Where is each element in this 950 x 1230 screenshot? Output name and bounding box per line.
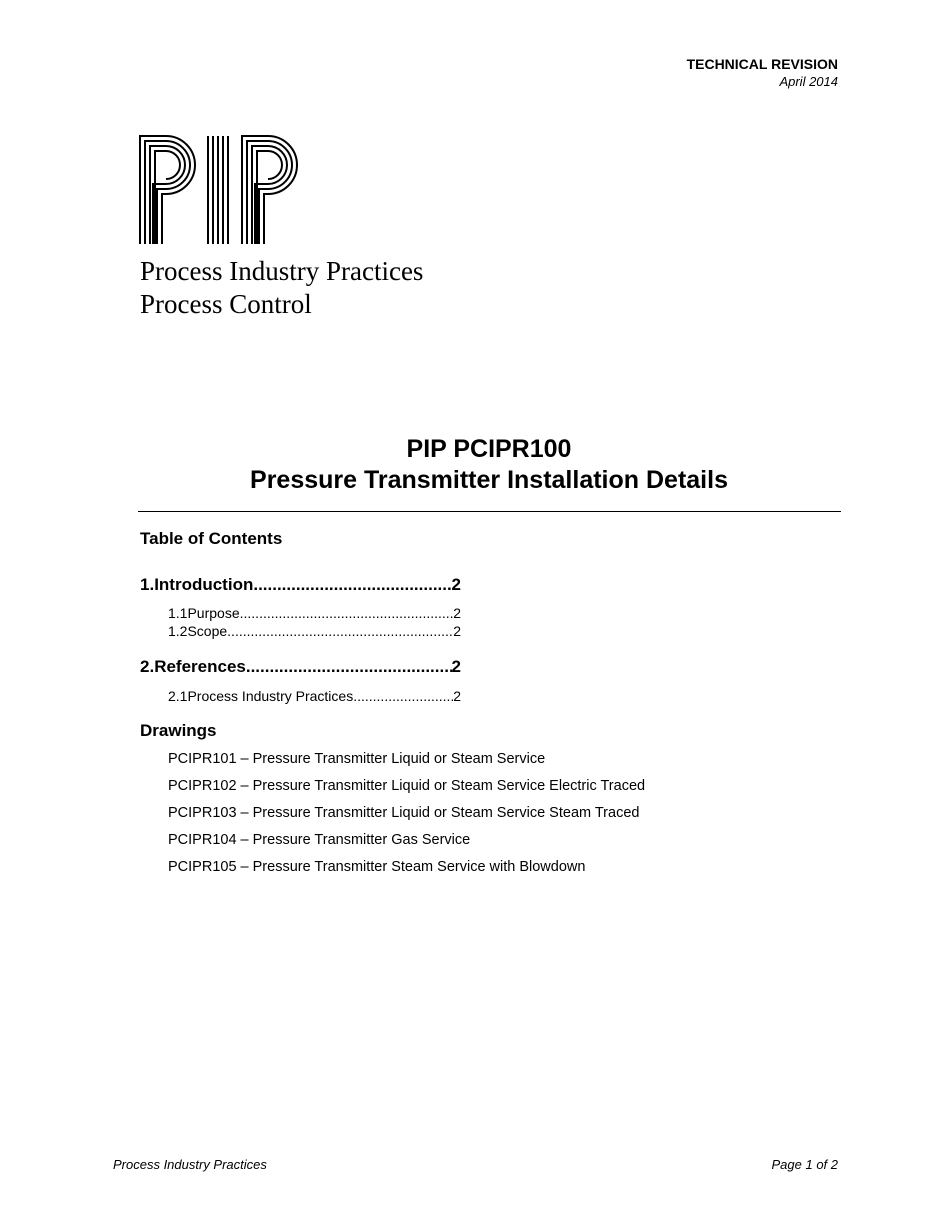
toc-section-references[interactable] xyxy=(140,657,461,677)
drawing-item[interactable]: PCIPR104 – Pressure Transmitter Gas Service xyxy=(168,832,471,848)
toc-page-number: 2 xyxy=(451,657,461,676)
toc-page-number: 2 xyxy=(453,623,461,639)
toc-page-number: 2 xyxy=(451,575,461,594)
title-divider xyxy=(138,511,841,512)
toc-section-introduction[interactable] xyxy=(140,575,461,595)
toc-leader xyxy=(253,575,451,595)
drawing-item[interactable]: PCIPR105 – Pressure Transmitter Steam Service with Blowdown xyxy=(168,859,586,875)
document-id: PIP PCIPR100 xyxy=(406,435,572,463)
toc-subsection-scope[interactable] xyxy=(168,623,461,639)
pip-logo-icon xyxy=(138,134,302,244)
toc-leader xyxy=(353,688,453,704)
toc-subsection-title: Scope xyxy=(187,623,228,639)
toc-subsection-purpose[interactable] xyxy=(168,605,461,621)
drawing-item[interactable]: PCIPR102 – Pressure Transmitter Liquid or Steam Service Electric Traced xyxy=(168,778,646,794)
drawing-item[interactable]: PCIPR101 – Pressure Transmitter Liquid or Steam Service xyxy=(168,751,546,767)
toc-subsection-title: Process Industry Practices xyxy=(187,688,354,704)
toc-leader xyxy=(240,605,454,621)
revision-date: April 2014 xyxy=(779,74,838,89)
toc-subsection-process-industry-practices[interactable] xyxy=(168,688,461,704)
drawing-item[interactable]: PCIPR103 – Pressure Transmitter Liquid or Steam Service Steam Traced xyxy=(168,805,640,821)
toc-leader xyxy=(246,657,452,677)
document-title: Pressure Transmitter Installation Details xyxy=(250,466,728,494)
toc-subsection-title: Purpose xyxy=(187,605,240,621)
toc-subsection-number: 1.2 xyxy=(168,623,188,639)
organization-name: Process Industry Practices xyxy=(140,256,424,286)
footer-page-number: Page 1 of 2 xyxy=(771,1157,838,1172)
toc-section-number: 2. xyxy=(140,657,155,676)
drawings-heading: Drawings xyxy=(140,721,217,740)
toc-subsection-number: 1.1 xyxy=(168,605,188,621)
footer-organization: Process Industry Practices xyxy=(113,1157,267,1172)
toc-page-number: 2 xyxy=(453,605,461,621)
organization-division: Process Control xyxy=(140,289,312,319)
toc-heading: Table of Contents xyxy=(140,529,283,548)
revision-label: TECHNICAL REVISION xyxy=(686,56,838,72)
toc-section-title: References xyxy=(154,657,246,676)
toc-subsection-number: 2.1 xyxy=(168,688,188,704)
toc-section-number: 1. xyxy=(140,575,155,594)
toc-leader xyxy=(227,623,453,639)
toc-page-number: 2 xyxy=(453,688,461,704)
toc-section-title: Introduction xyxy=(154,575,254,594)
